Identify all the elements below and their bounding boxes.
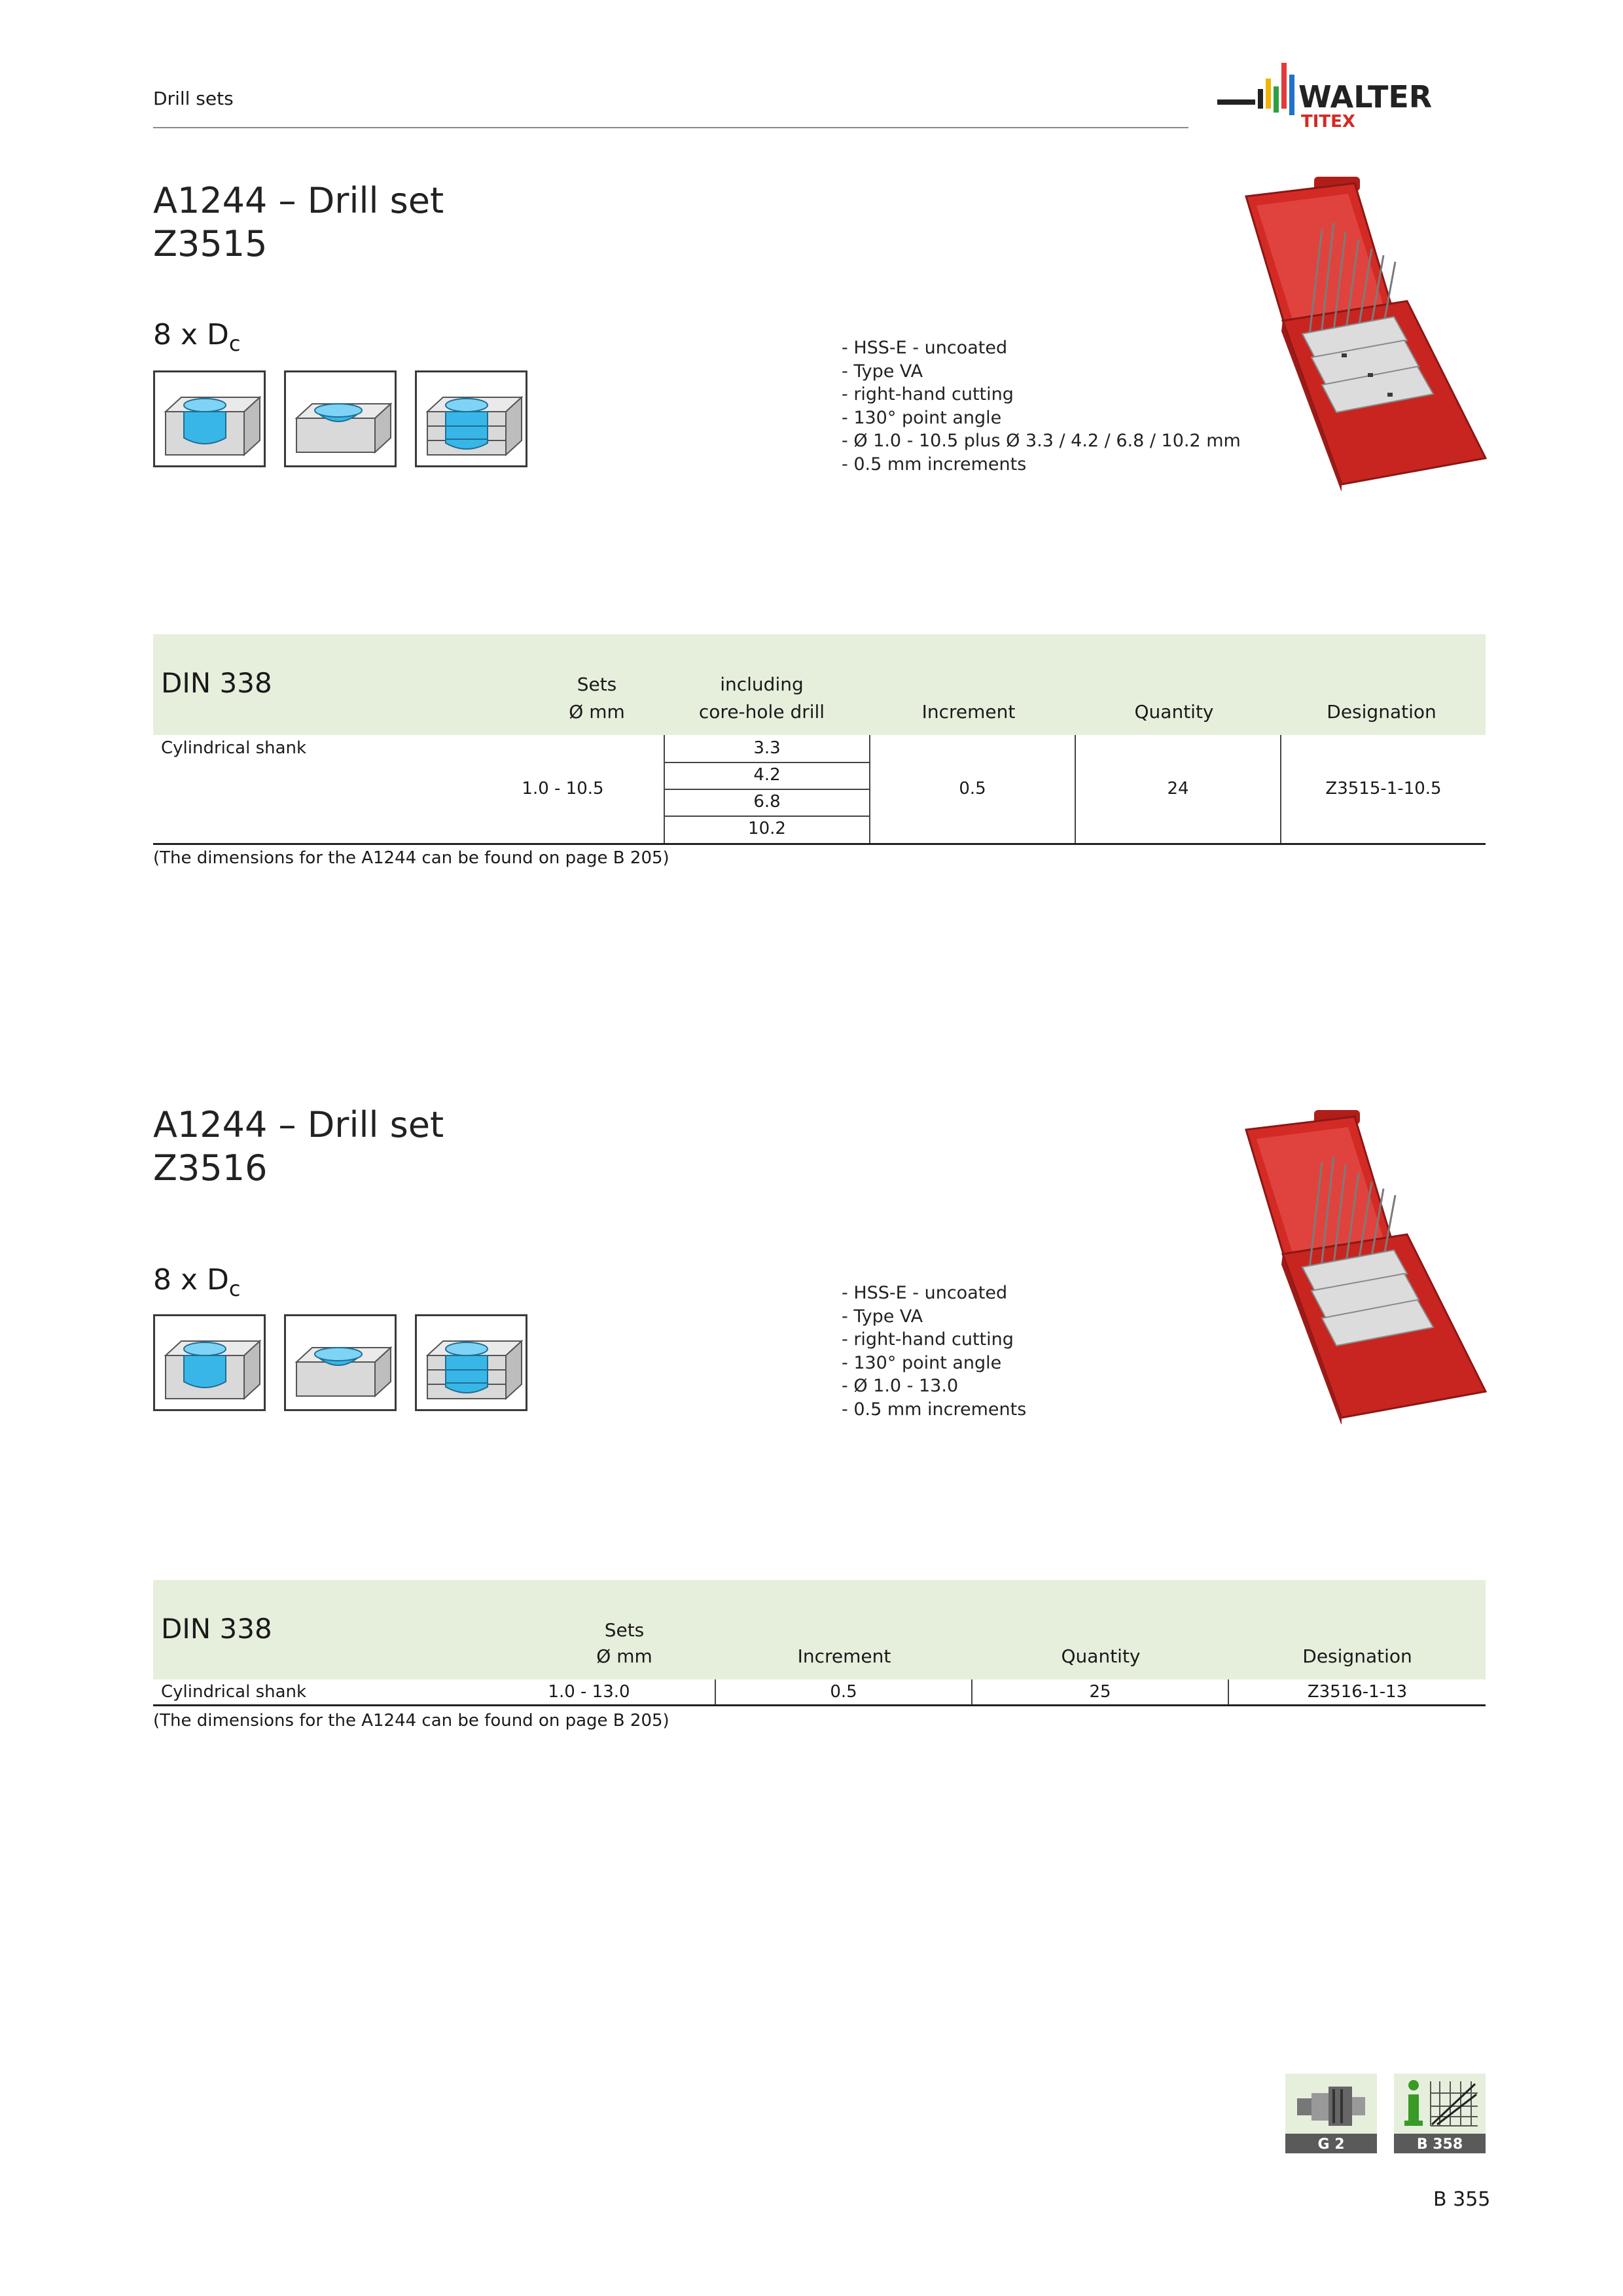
length-ratio <box>153 318 240 356</box>
sets-cell: 1.0 - 10.5 <box>522 779 604 798</box>
feature-item: - Ø 1.0 - 13.0 <box>842 1376 959 1396</box>
standard-label: DIN 338 <box>161 1613 272 1645</box>
table-header <box>153 634 1486 735</box>
feature-item: - Ø 1.0 - 10.5 plus Ø 3.3 / 4.2 / 6.8 / 10.2 mm <box>842 431 1241 451</box>
feature-item: - 0.5 mm increments <box>842 454 1027 475</box>
column-header-increment: Increment <box>921 701 1016 723</box>
column-header-quantity: Quantity <box>1061 1645 1141 1667</box>
column-header-core-line2: core-hole drill <box>698 701 825 723</box>
column-header-core: including <box>720 673 804 695</box>
feature-item: - 0.5 mm increments <box>842 1399 1027 1420</box>
feature-item: - Type VA <box>842 1306 923 1327</box>
walter-titex-logo <box>1217 60 1492 132</box>
sets-cell: 1.0 - 13.0 <box>548 1682 630 1702</box>
drill-set-case-image <box>1243 177 1492 491</box>
shallow-hole-icon <box>284 370 397 467</box>
product-title-line1: A1244 – Drill set <box>153 180 444 221</box>
blind-hole-icon <box>153 1314 266 1411</box>
feature-item: - right-hand cutting <box>842 384 1014 404</box>
column-header-sets-unit: Ø mm <box>596 1645 652 1667</box>
product-title <box>153 179 444 266</box>
drill-set-case-image <box>1243 1110 1492 1424</box>
length-ratio-sub: c <box>228 331 241 356</box>
logo-text-walter: WALTER <box>1298 79 1433 115</box>
quantity-cell: 24 <box>1167 779 1189 798</box>
designation-cell: Z3516-1-13 <box>1307 1682 1408 1702</box>
stacked-plates-icon <box>415 1314 527 1411</box>
column-header-designation: Designation <box>1327 701 1436 723</box>
feature-item: - HSS-E - uncoated <box>842 338 1008 358</box>
shank-cell: Cylindrical shank <box>161 1682 307 1702</box>
designation-cell: Z3515-1-10.5 <box>1325 779 1442 798</box>
badge-label: B 358 <box>1416 2136 1463 2153</box>
product-title <box>153 1103 444 1190</box>
increment-cell: 0.5 <box>959 779 986 798</box>
badge-label: G 2 <box>1317 2136 1345 2153</box>
core-hole-cell: 10.2 <box>748 819 786 838</box>
page-number: B 355 <box>1433 2188 1491 2211</box>
feature-list <box>842 336 1241 476</box>
feature-item: - 130° point angle <box>842 407 1002 428</box>
column-header-sets: Sets <box>604 1619 645 1641</box>
feature-item: - right-hand cutting <box>842 1329 1014 1350</box>
table-bottom-rule <box>153 1704 1486 1706</box>
increment-cell: 0.5 <box>830 1682 857 1702</box>
length-ratio-prefix: 8 x D <box>153 318 229 351</box>
feature-item: - 130° point angle <box>842 1352 1002 1373</box>
footnote: (The dimensions for the A1244 can be found on page B 205) <box>153 848 669 868</box>
core-hole-cell: 3.3 <box>753 738 781 758</box>
standard-label: DIN 338 <box>161 667 272 699</box>
shank-cell: Cylindrical shank <box>161 738 307 758</box>
blind-hole-icon <box>153 370 266 467</box>
product-code: Z3516 <box>153 1147 268 1189</box>
header-divider <box>153 127 1188 128</box>
table-bottom-rule <box>153 843 1486 845</box>
info-badge[interactable] <box>1394 2073 1486 2153</box>
length-ratio-sub: c <box>228 1276 241 1301</box>
footnote: (The dimensions for the A1244 can be found on page B 205) <box>153 1711 669 1731</box>
product-title-line1: A1244 – Drill set <box>153 1104 444 1145</box>
column-header-sets: Sets <box>577 673 617 695</box>
length-ratio <box>153 1263 240 1301</box>
feature-item: - Type VA <box>842 361 923 382</box>
feature-item: - HSS-E - uncoated <box>842 1283 1008 1303</box>
feature-list <box>842 1282 1026 1421</box>
core-hole-cell: 6.8 <box>753 792 781 812</box>
shallow-hole-icon <box>284 1314 397 1411</box>
column-header-designation: Designation <box>1302 1645 1412 1667</box>
logo-text-titex: TITEX <box>1301 112 1355 132</box>
column-header-quantity: Quantity <box>1134 701 1214 723</box>
column-header-increment: Increment <box>797 1645 891 1667</box>
product-code: Z3515 <box>153 223 268 264</box>
column-header-sets-unit: Ø mm <box>569 701 625 723</box>
table-header <box>153 1580 1486 1679</box>
stacked-plates-icon <box>415 370 527 467</box>
length-ratio-prefix: 8 x D <box>153 1263 229 1297</box>
quantity-cell: 25 <box>1089 1682 1111 1702</box>
core-hole-cell: 4.2 <box>753 765 781 785</box>
tool-holder-badge[interactable] <box>1285 2073 1377 2153</box>
section-label: Drill sets <box>153 88 234 109</box>
